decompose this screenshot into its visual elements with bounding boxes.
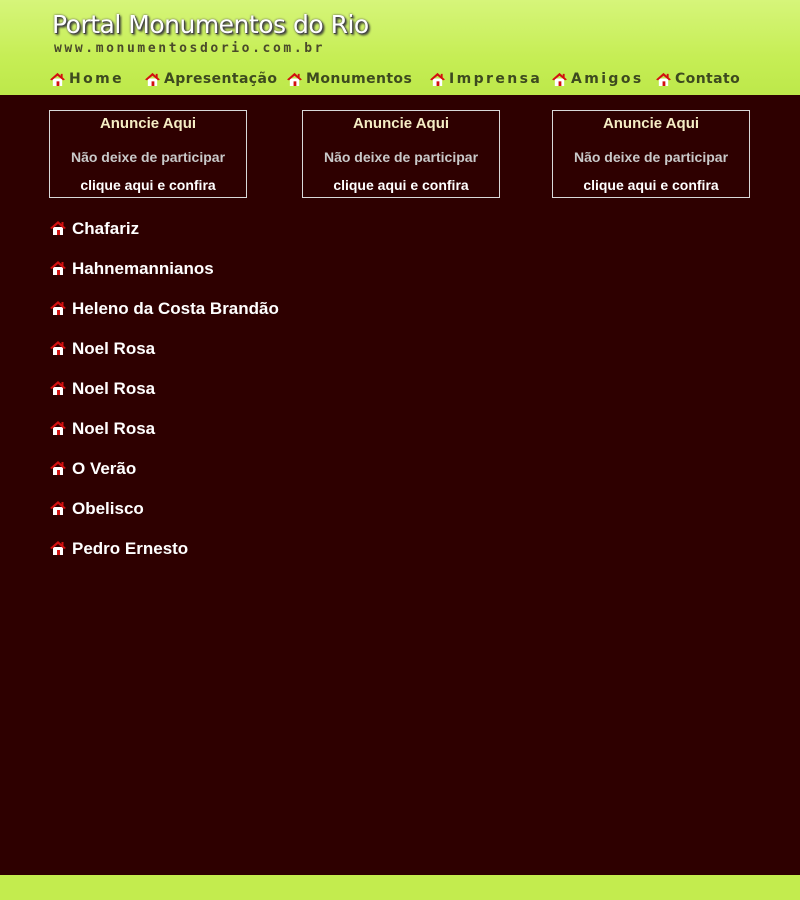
nav-item-home[interactable] <box>50 69 124 89</box>
home-icon <box>430 72 445 86</box>
ad-banner-3[interactable] <box>552 110 750 198</box>
list-item[interactable] <box>50 259 279 299</box>
home-icon <box>552 72 567 86</box>
monument-link[interactable]: Noel Rosa <box>72 419 156 438</box>
list-item[interactable] <box>50 299 279 339</box>
ad-text: Não deixe de participar <box>573 149 729 165</box>
home-icon <box>50 420 66 435</box>
nav-item-monumentos[interactable] <box>287 69 412 89</box>
nav-label-home: Home <box>69 71 125 87</box>
home-icon <box>145 72 160 86</box>
ad-text: Não deixe de participar <box>70 149 226 165</box>
nav-item-contato[interactable] <box>656 69 740 89</box>
nav-item-apresentacao[interactable] <box>145 69 277 89</box>
monument-link[interactable]: O Verão <box>72 459 137 478</box>
list-item[interactable] <box>50 219 279 259</box>
list-item[interactable] <box>50 499 279 539</box>
nav-label-amigos: Amigos <box>571 71 644 87</box>
monument-list <box>50 219 279 579</box>
monument-link[interactable]: Hahnemannianos <box>72 259 214 278</box>
monument-link[interactable]: Obelisco <box>72 499 144 518</box>
home-icon <box>656 72 671 86</box>
list-item[interactable] <box>50 379 279 419</box>
home-icon <box>50 340 66 355</box>
ad-link[interactable]: clique aqui e confira <box>80 177 216 193</box>
ad-title: Anuncie Aqui <box>99 115 197 132</box>
home-icon <box>50 540 66 555</box>
site-url[interactable]: www.monumentosdorio.com.br <box>54 41 326 56</box>
ad-link[interactable]: clique aqui e confira <box>333 177 469 193</box>
ad-title: Anuncie Aqui <box>602 115 700 132</box>
list-item[interactable] <box>50 419 279 459</box>
nav-item-amigos[interactable] <box>552 69 644 89</box>
list-item[interactable] <box>50 539 279 579</box>
nav-label-contato: Contato <box>675 71 741 87</box>
nav-label-imprensa: Imprensa <box>449 71 543 87</box>
monument-link[interactable]: Noel Rosa <box>72 379 156 398</box>
monument-link[interactable]: Noel Rosa <box>72 339 156 358</box>
ad-text: Não deixe de participar <box>323 149 479 165</box>
home-icon <box>50 380 66 395</box>
home-icon <box>50 72 65 86</box>
site-title[interactable]: Portal Monumentos do Rio <box>52 10 369 39</box>
home-icon <box>50 220 66 235</box>
ad-title: Anuncie Aqui <box>352 115 450 132</box>
home-icon <box>50 260 66 275</box>
home-icon <box>50 460 66 475</box>
site-header <box>0 0 800 95</box>
nav-item-imprensa[interactable] <box>430 69 542 89</box>
list-item[interactable] <box>50 339 279 379</box>
site-footer <box>0 875 800 900</box>
monument-link[interactable]: Heleno da Costa Brandão <box>72 299 279 318</box>
nav-label-apresentacao: Apresentação <box>164 71 278 87</box>
home-icon <box>50 300 66 315</box>
ad-link[interactable]: clique aqui e confira <box>583 177 719 193</box>
list-item[interactable] <box>50 459 279 499</box>
nav-label-monumentos: Monumentos <box>306 71 413 87</box>
monument-link[interactable]: Pedro Ernesto <box>72 539 189 558</box>
ad-banner-1[interactable] <box>49 110 247 198</box>
ad-banner-2[interactable] <box>302 110 500 198</box>
home-icon <box>287 72 302 86</box>
home-icon <box>50 500 66 515</box>
monument-link[interactable]: Chafariz <box>72 219 140 238</box>
